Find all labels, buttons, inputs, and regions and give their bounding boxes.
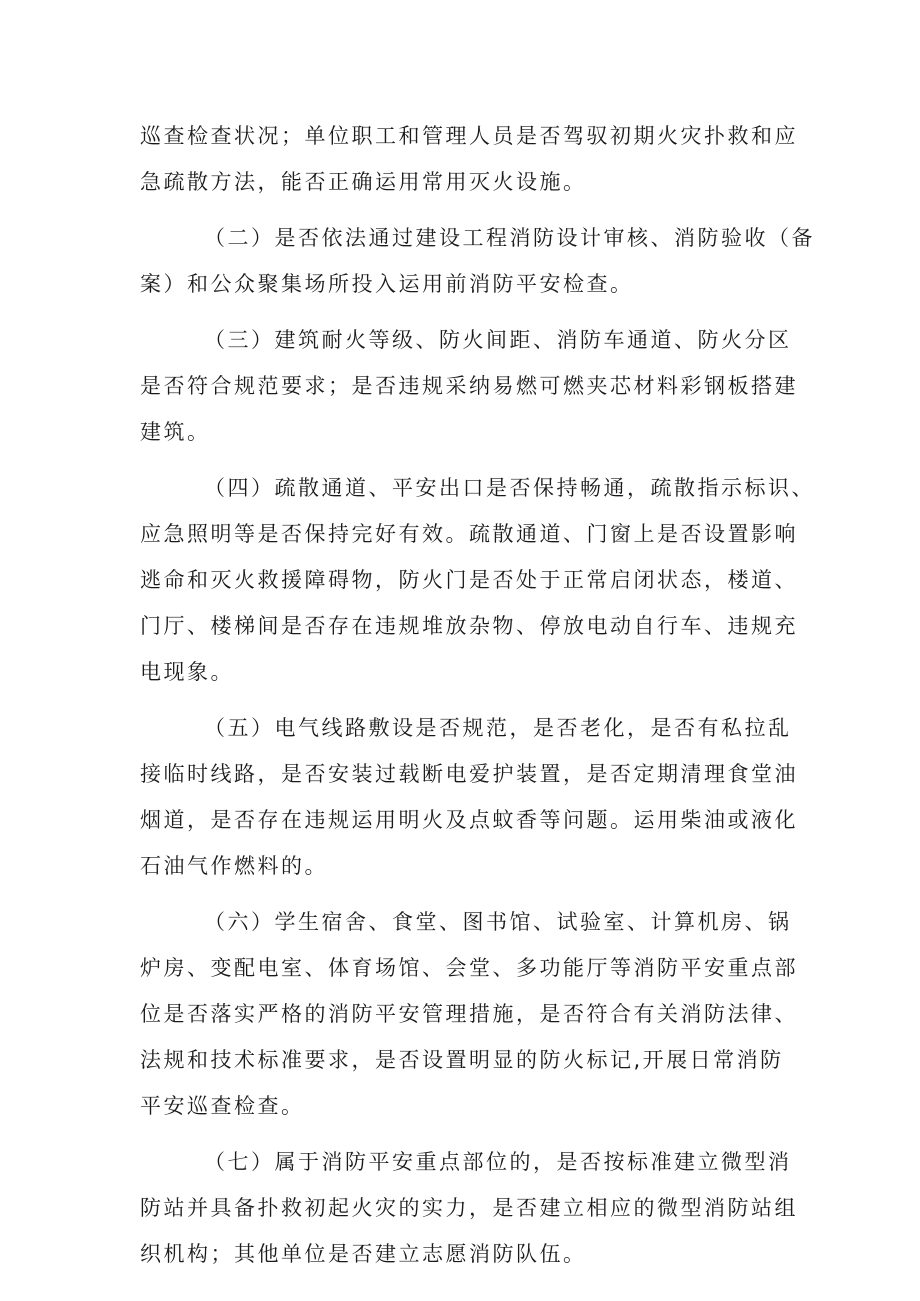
text-line: 急疏散方法，能否正确运用常用灭火设施。 — [140, 170, 587, 194]
paragraph-continuation — [140, 113, 798, 205]
text-line: 平安巡查检查。 — [140, 1094, 305, 1118]
text-line: （五）电气线路敷设是否规范，是否老化，是否有私拉乱 — [204, 716, 792, 740]
document-body — [140, 113, 815, 1287]
text-line: 电现象。 — [140, 660, 234, 684]
text-line: 案）和公众聚集场所投入运用前消防平安检查。 — [140, 272, 634, 296]
text-line: （七）属于消防平安重点部位的，是否按标准建立微型消 — [204, 1150, 792, 1174]
paragraph-item-6 — [140, 899, 798, 1129]
paragraph-item-3 — [140, 317, 798, 455]
text-line: 位是否落实严格的消防平安管理措施，是否符合有关消防法律、 — [140, 1002, 798, 1026]
text-line: 应急照明等是否保持完好有效。疏散通道、门窗上是否设置影响 — [140, 522, 798, 546]
paragraph-item-7 — [140, 1139, 798, 1277]
text-line: 法规和技术标准要求，是否设置明显的防火标记,开展日常消防 — [140, 1048, 784, 1072]
text-line: 石油气作燃料的。 — [140, 854, 328, 878]
text-line: （四）疏散通道、平安出口是否保持畅通，疏散指示标识、 — [204, 476, 815, 500]
text-line: 烟道，是否存在违规运用明火及点蚊香等问题。运用柴油或液化 — [140, 808, 798, 832]
text-line: 逃命和灭火救援障碍物，防火门是否处于正常启闭状态，楼道、 — [140, 568, 798, 592]
text-line: 门厅、楼梯间是否存在违规堆放杂物、停放电动自行车、违规充 — [140, 614, 798, 638]
text-line: 建筑。 — [140, 420, 211, 444]
text-line: 是否符合规范要求；是否违规采纳易燃可燃夹芯材料彩钢板搭建 — [140, 374, 798, 398]
text-line: 巡查检查状况；单位职工和管理人员是否驾驭初期火灾扑救和应 — [140, 124, 798, 148]
paragraph-item-4 — [140, 465, 815, 695]
text-line: 炉房、变配电室、体育场馆、会堂、多功能厅等消防平安重点部 — [140, 956, 798, 980]
text-line: （六）学生宿舍、食堂、图书馆、试验室、计算机房、锅 — [204, 910, 792, 934]
text-line: （三）建筑耐火等级、防火间距、消防车通道、防火分区 — [204, 328, 792, 352]
paragraph-item-5 — [140, 705, 798, 889]
paragraph-item-2 — [140, 215, 815, 307]
text-line: （二）是否依法通过建设工程消防设计审核、消防验收（备 — [204, 226, 815, 250]
text-line: 接临时线路，是否安装过载断电爱护装置，是否定期清理食堂油 — [140, 762, 798, 786]
text-line: 织机构；其他单位是否建立志愿消防队伍。 — [140, 1242, 587, 1266]
text-line: 防站并具备扑救初起火灾的实力，是否建立相应的微型消防站组 — [140, 1196, 798, 1220]
